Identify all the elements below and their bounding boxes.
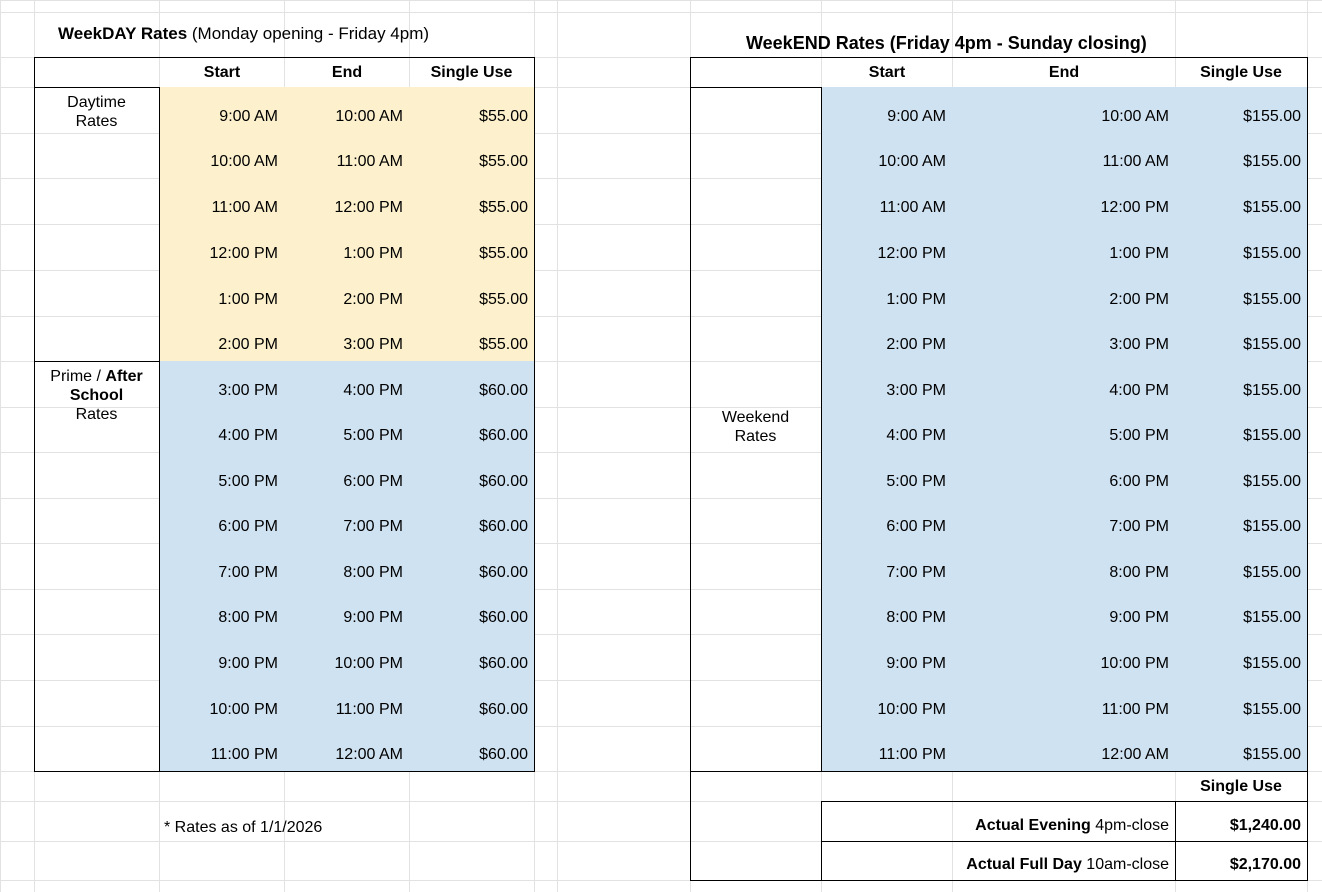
weekday-start-cell[interactable]: 1:00 PM (159, 270, 284, 317)
weekend-price-cell[interactable]: $155.00 (1175, 316, 1308, 362)
weekend-start-cell[interactable]: 9:00 AM (821, 87, 952, 134)
weekday-title-rest: (Monday opening - Friday 4pm) (187, 24, 430, 43)
weekday-end-cell[interactable]: 8:00 PM (284, 543, 409, 590)
weekday-start-cell[interactable]: 12:00 PM (159, 224, 284, 271)
weekend-rates-label: Weekend Rates (721, 409, 790, 445)
weekend-end-cell[interactable]: 11:00 AM (952, 133, 1175, 179)
weekday-end-cell[interactable]: 7:00 PM (284, 498, 409, 544)
weekend-start-cell[interactable]: 8:00 PM (821, 589, 952, 635)
weekday-start-cell[interactable]: 11:00 AM (159, 178, 284, 225)
weekday-price-cell[interactable]: $60.00 (409, 452, 535, 499)
weekend-summary-header: Single Use (1175, 771, 1308, 802)
weekday-start-cell[interactable]: 3:00 PM (159, 361, 284, 408)
weekday-end-cell[interactable]: 5:00 PM (284, 407, 409, 453)
weekend-start-cell[interactable]: 7:00 PM (821, 543, 952, 590)
weekend-end-cell[interactable]: 5:00 PM (952, 407, 1175, 453)
weekend-summary-value[interactable]: $2,170.00 (1175, 841, 1308, 881)
weekend-header-end: End (952, 57, 1176, 88)
weekend-start-cell[interactable]: 4:00 PM (821, 407, 952, 453)
summary-label-rest: 4pm-close (1090, 817, 1169, 834)
weekend-price-cell[interactable]: $155.00 (1175, 589, 1308, 635)
weekend-end-cell[interactable]: 11:00 PM (952, 680, 1175, 727)
weekend-start-cell[interactable]: 6:00 PM (821, 498, 952, 544)
summary-label-bold: Actual Evening (975, 817, 1091, 834)
weekend-header-single-use: Single Use (1175, 57, 1308, 88)
weekday-header-blank (34, 57, 160, 88)
weekend-header-blank (690, 57, 822, 88)
weekend-header-start: Start (821, 57, 953, 88)
weekday-header-end: End (284, 57, 410, 88)
weekend-start-cell[interactable]: 2:00 PM (821, 316, 952, 362)
weekday-end-cell[interactable]: 3:00 PM (284, 316, 409, 362)
weekday-price-cell[interactable]: $60.00 (409, 543, 535, 590)
weekday-price-cell[interactable]: $55.00 (409, 316, 535, 362)
weekday-prime-label: Prime / After School Rates (50, 368, 143, 423)
weekend-end-cell[interactable]: 3:00 PM (952, 316, 1175, 362)
weekend-start-cell[interactable]: 11:00 AM (821, 178, 952, 225)
weekday-start-cell[interactable]: 9:00 PM (159, 634, 284, 681)
weekend-end-cell[interactable]: 10:00 PM (952, 634, 1175, 681)
weekend-end-cell[interactable]: 12:00 AM (952, 726, 1175, 772)
weekend-price-cell[interactable]: $155.00 (1175, 133, 1308, 179)
weekend-price-cell[interactable]: $155.00 (1175, 87, 1308, 134)
weekday-end-cell[interactable]: 11:00 AM (284, 133, 409, 179)
weekend-price-cell[interactable]: $155.00 (1175, 634, 1308, 681)
weekend-start-cell[interactable]: 12:00 PM (821, 224, 952, 271)
weekday-start-cell[interactable]: 11:00 PM (159, 726, 284, 772)
weekday-start-cell[interactable]: 4:00 PM (159, 407, 284, 453)
weekday-start-cell[interactable]: 10:00 AM (159, 133, 284, 179)
weekend-summary-blank (690, 771, 822, 881)
weekend-summary-label (821, 841, 1175, 881)
summary-label-rest: 10am-close (1081, 856, 1169, 873)
weekend-start-cell[interactable]: 10:00 PM (821, 680, 952, 727)
weekend-price-cell[interactable]: $155.00 (1175, 680, 1308, 727)
weekend-price-cell[interactable]: $155.00 (1175, 498, 1308, 544)
weekend-start-cell[interactable]: 1:00 PM (821, 270, 952, 317)
weekday-start-cell[interactable]: 9:00 AM (159, 87, 284, 134)
weekday-price-cell[interactable]: $55.00 (409, 133, 535, 179)
weekday-price-cell[interactable]: $60.00 (409, 361, 535, 408)
weekday-start-cell[interactable]: 5:00 PM (159, 452, 284, 499)
weekday-start-cell[interactable]: 2:00 PM (159, 316, 284, 362)
weekend-summary-value[interactable]: $1,240.00 (1175, 801, 1308, 842)
weekend-end-cell[interactable]: 1:00 PM (952, 224, 1175, 271)
weekend-price-cell[interactable]: $155.00 (1175, 178, 1308, 225)
weekday-price-cell[interactable]: $55.00 (409, 178, 535, 225)
weekday-price-cell[interactable]: $55.00 (409, 224, 535, 271)
weekend-end-cell[interactable]: 7:00 PM (952, 498, 1175, 544)
weekend-summary-label (821, 801, 1175, 842)
weekday-price-cell[interactable]: $60.00 (409, 680, 535, 727)
weekday-price-cell[interactable]: $60.00 (409, 726, 535, 772)
weekday-start-cell[interactable]: 7:00 PM (159, 543, 284, 590)
weekday-price-cell[interactable]: $55.00 (409, 270, 535, 317)
weekday-price-cell[interactable]: $60.00 (409, 634, 535, 681)
weekday-title (58, 24, 429, 44)
weekend-price-cell[interactable]: $155.00 (1175, 361, 1308, 408)
weekday-price-cell[interactable]: $60.00 (409, 589, 535, 635)
weekday-end-cell[interactable]: 2:00 PM (284, 270, 409, 317)
weekday-end-cell[interactable]: 12:00 PM (284, 178, 409, 225)
weekend-end-cell[interactable]: 9:00 PM (952, 589, 1175, 635)
weekday-end-cell[interactable]: 4:00 PM (284, 361, 409, 408)
weekday-price-cell[interactable]: $60.00 (409, 498, 535, 544)
weekend-end-cell[interactable]: 8:00 PM (952, 543, 1175, 590)
weekend-price-cell[interactable]: $155.00 (1175, 543, 1308, 590)
weekday-header-single-use: Single Use (409, 57, 535, 88)
weekend-start-cell[interactable]: 5:00 PM (821, 452, 952, 499)
weekend-start-cell[interactable]: 10:00 AM (821, 133, 952, 179)
weekend-start-cell[interactable]: 9:00 PM (821, 634, 952, 681)
weekend-price-cell[interactable]: $155.00 (1175, 726, 1308, 772)
weekend-title: WeekEND Rates (Friday 4pm - Sunday closing) (746, 33, 1147, 53)
weekday-title-bold: WeekDAY Rates (58, 24, 188, 43)
weekend-price-cell[interactable]: $155.00 (1175, 270, 1308, 317)
weekday-end-cell[interactable]: 12:00 AM (284, 726, 409, 772)
weekday-price-cell[interactable]: $60.00 (409, 407, 535, 453)
weekday-end-cell[interactable]: 6:00 PM (284, 452, 409, 499)
weekend-end-cell[interactable]: 4:00 PM (952, 361, 1175, 408)
weekend-end-cell[interactable]: 10:00 AM (952, 87, 1175, 134)
weekday-end-cell[interactable]: 9:00 PM (284, 589, 409, 635)
weekend-price-cell[interactable]: $155.00 (1175, 452, 1308, 499)
weekend-start-cell[interactable]: 11:00 PM (821, 726, 952, 772)
weekday-start-cell[interactable]: 6:00 PM (159, 498, 284, 544)
weekday-start-cell[interactable]: 8:00 PM (159, 589, 284, 635)
weekday-price-cell[interactable]: $55.00 (409, 87, 535, 134)
rates-effective-note: * Rates as of 1/1/2026 (164, 819, 323, 836)
weekday-start-cell[interactable]: 10:00 PM (159, 680, 284, 727)
weekend-price-cell[interactable]: $155.00 (1175, 224, 1308, 271)
weekday-end-cell[interactable]: 10:00 PM (284, 634, 409, 681)
weekday-end-cell[interactable]: 1:00 PM (284, 224, 409, 271)
weekend-price-cell[interactable]: $155.00 (1175, 407, 1308, 453)
weekend-start-cell[interactable]: 3:00 PM (821, 361, 952, 408)
weekday-daytime-label: Daytime Rates (67, 94, 126, 130)
weekday-end-cell[interactable]: 11:00 PM (284, 680, 409, 727)
summary-label-bold: Actual Full Day (966, 856, 1082, 873)
weekday-header-start: Start (159, 57, 285, 88)
weekend-end-cell[interactable]: 12:00 PM (952, 178, 1175, 225)
weekday-end-cell[interactable]: 10:00 AM (284, 87, 409, 134)
weekend-end-cell[interactable]: 6:00 PM (952, 452, 1175, 499)
weekend-end-cell[interactable]: 2:00 PM (952, 270, 1175, 317)
